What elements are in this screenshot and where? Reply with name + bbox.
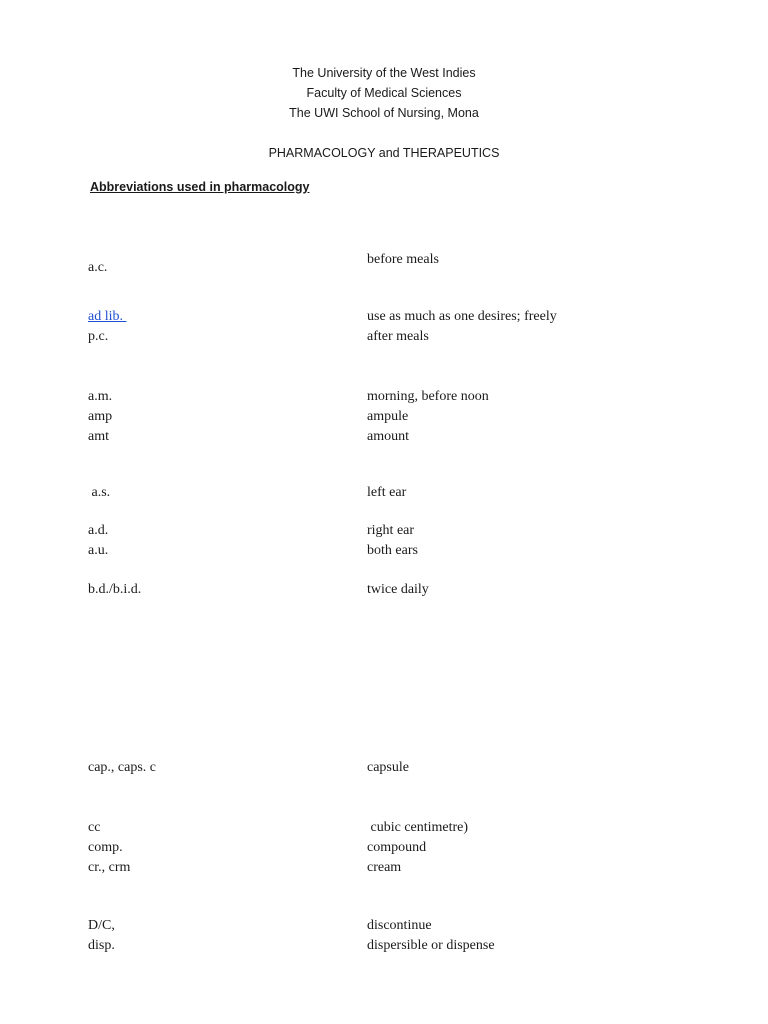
abbr-amt: amt — [88, 429, 109, 444]
abbr-amp: amp — [88, 409, 113, 424]
meaning-am: morning, before noon — [367, 389, 489, 404]
abbr-dc: D/C, — [88, 918, 115, 933]
meaning-cream: cream — [367, 860, 402, 875]
faculty-name: Faculty of Medical Sciences — [306, 86, 462, 100]
meaning-amp: ampule — [367, 409, 409, 424]
abbr-au: a.u. — [88, 543, 109, 558]
meaning-bid: twice daily — [367, 582, 429, 597]
abbr-cream: cr., crm — [88, 860, 131, 875]
meaning-dc: discontinue — [367, 918, 432, 933]
meaning-ad-lib: use as much as one desires; freely — [367, 309, 557, 324]
meaning-disp: dispersible or dispense — [367, 938, 495, 953]
meaning-as: left ear — [367, 485, 407, 500]
school-name: The UWI School of Nursing, Mona — [289, 106, 479, 120]
university-name: The University of the West Indies — [292, 66, 476, 80]
abbr-comp: comp. — [88, 840, 123, 855]
section-title: Abbreviations used in pharmacology — [90, 180, 310, 194]
meaning-cap: capsule — [367, 760, 409, 775]
meaning-ad: right ear — [367, 523, 415, 538]
abbr-ad-lib-link[interactable]: ad lib. — [88, 309, 127, 324]
meaning-pc: after meals — [367, 329, 429, 344]
abbr-ad: a.d. — [88, 523, 109, 538]
abbr-am: a.m. — [88, 389, 113, 404]
abbr-cap: cap., caps. c — [88, 760, 157, 775]
abbr-bid: b.d./b.i.d. — [88, 582, 142, 597]
meaning-ac: before meals — [367, 252, 439, 267]
abbr-pc: p.c. — [88, 329, 109, 344]
abbr-cc: cc — [88, 820, 101, 835]
meaning-au: both ears — [367, 543, 418, 558]
abbr-as: a.s. — [88, 485, 111, 500]
abbr-ac: a.c. — [88, 260, 108, 275]
abbr-disp: disp. — [88, 938, 115, 953]
meaning-comp: compound — [367, 840, 427, 855]
meaning-cc: cubic centimetre) — [367, 820, 469, 835]
course-title: PHARMACOLOGY and THERAPEUTICS — [268, 146, 500, 160]
meaning-amt: amount — [367, 429, 409, 444]
